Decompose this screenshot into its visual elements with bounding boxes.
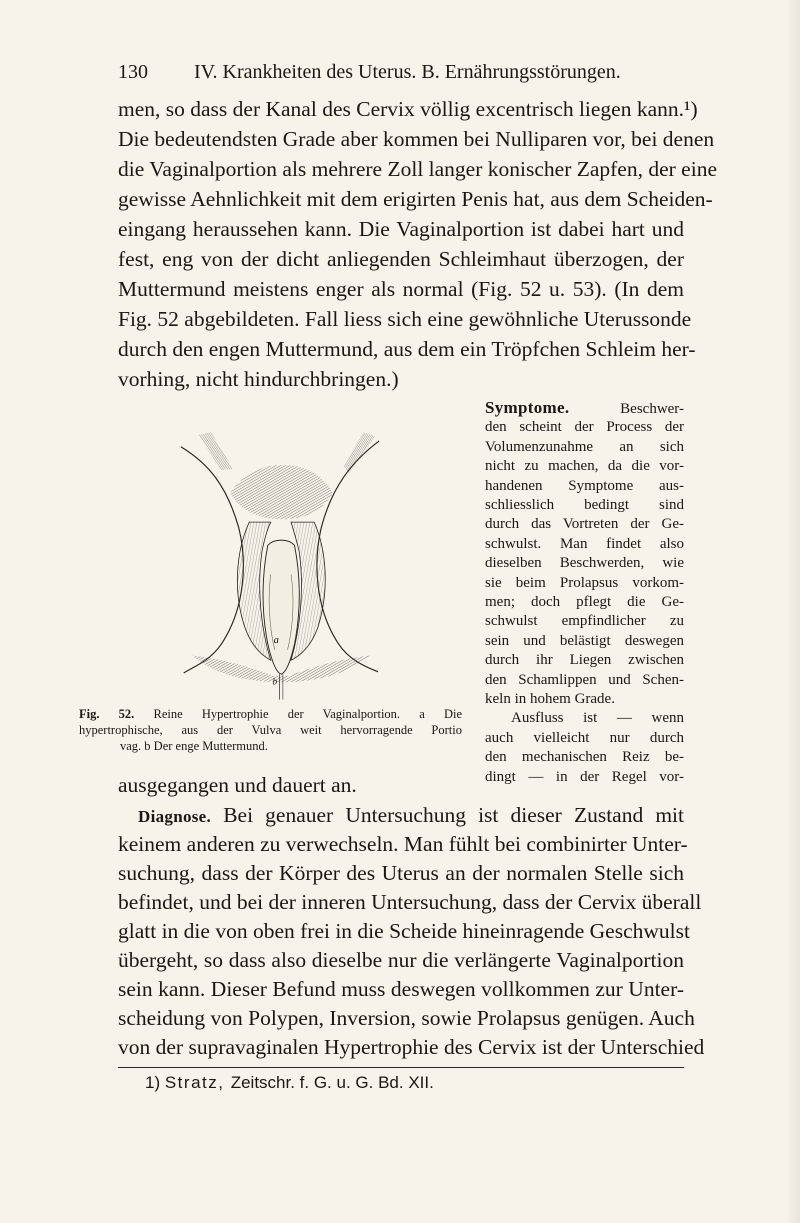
symptoms-line: durch das Vortreten der Ge- <box>485 516 684 533</box>
symptoms-line: Ausfluss ist — wenn <box>511 710 684 727</box>
symptoms-line: auch vielleicht nur durch <box>485 729 684 746</box>
body-line: eingang heraussehen kann. Die Vaginalportion ist dabei hart und <box>118 217 684 241</box>
symptoms-line: handenen Symptome aus- <box>485 477 684 494</box>
symptoms-heading: Symptome. <box>485 398 570 417</box>
body-line: gewisse Aehnlichkeit mit dem erigirten Penis hat, aus dem Scheiden- <box>118 187 713 211</box>
footnote-author: Stratz, <box>164 1073 231 1092</box>
symptoms-line: schwulst empfindlicher zu <box>485 613 684 630</box>
symptoms-line: sein und belästigt deswegen <box>485 632 684 649</box>
figure-caption-line: hypertrophische, aus der Vulva weit hervorragende Portio <box>79 723 462 737</box>
diagnosis-text: Bei genauer Untersuchung ist dieser Zustand mit <box>223 803 685 827</box>
footnote-marker: 1) <box>145 1073 165 1092</box>
symptoms-line: schwulst. Man findet also <box>485 535 684 552</box>
symptoms-line: dieselben Beschwerden, wie <box>485 555 684 572</box>
page-number: 130 <box>118 61 148 83</box>
running-header <box>118 58 678 86</box>
symptoms-line: sie beim Prolapsus vorkom- <box>485 574 684 591</box>
footnote-citation: Zeitschr. f. G. u. G. Bd. XII. <box>230 1073 434 1092</box>
symptoms-line: dingt — in der Regel vor- <box>485 768 684 785</box>
diagnosis-line: scheidung von Polypen, Inversion, sowie Prolapsus genügen. Auch <box>118 1006 695 1030</box>
body-line: vorhing, nicht hindurchbringen.) <box>118 367 399 391</box>
footnote <box>145 1071 434 1095</box>
diagnosis-line: keinem anderen zu verwechseln. Man fühlt bei combinirter Unter- <box>118 832 688 856</box>
symptoms-text: Beschwer- <box>620 401 684 417</box>
page-edge-shadow <box>786 0 800 1223</box>
running-title: IV. Krankheiten des Uterus. B. Ernährungsstörungen. <box>194 61 621 83</box>
diagnosis-line: von der supravaginalen Hypertrophie des Cervix ist der Unterschied <box>118 1035 705 1059</box>
engraving-drawing <box>175 400 385 700</box>
diagnosis-line: suchung, dass der Körper des Uterus an der normalen Stelle sich <box>118 861 684 885</box>
symptoms-line: schliesslich bedingt sind <box>485 497 684 513</box>
figure-caption-line: vag. b Der enge Muttermund. <box>120 739 268 753</box>
figure-number: Fig. 52. <box>79 707 135 721</box>
footnote-rule <box>118 1067 684 1068</box>
figure-caption-text: Reine Hypertrophie der Vaginalportion. a Die <box>153 707 463 721</box>
label-b: b <box>272 677 278 688</box>
body-line: Muttermund meistens enger als normal (Fig. 52 u. 53). (In dem <box>118 277 684 301</box>
diagnosis-line: befindet, und bei der inneren Untersuchung, dass der Cervix überall <box>118 890 702 914</box>
body-line: fest, eng von der dicht anliegenden Schleimhaut überzogen, der <box>118 247 684 271</box>
body-line: die Vaginalportion als mehrere Zoll langer konischer Zapfen, der eine <box>118 157 717 181</box>
diagnosis-line: glatt in die von oben frei in die Scheide hineinragende Geschwulst <box>118 919 690 943</box>
diagnosis-line: sein kann. Dieser Befund muss deswegen vollkommen zur Unter- <box>118 977 684 1001</box>
diagnosis-heading: Diagnose. <box>138 807 212 826</box>
symptoms-line: den scheint der Process der <box>485 419 684 436</box>
label-a: a <box>273 634 279 646</box>
figure-caption-line <box>79 706 462 722</box>
diagnosis-line: übergeht, so dass also dieselbe nur die verlängerte Vaginalportion <box>118 948 684 972</box>
symptoms-line: nicht zu machen, da die vor- <box>485 458 684 475</box>
body-line: durch den engen Muttermund, aus dem ein Tröpfchen Schleim her- <box>118 337 696 361</box>
anatomical-engraving <box>175 400 537 700</box>
body-line: Fig. 52 abgebildeten. Fall liess sich eine gewöhnliche Uterussonde <box>118 307 692 331</box>
symptoms-line: den mechanischen Reiz be- <box>485 749 684 766</box>
symptoms-line: durch ihr Liegen zwischen <box>485 652 684 669</box>
diagnosis-line-first <box>118 800 684 830</box>
symptoms-line: men; doch pflegt die Ge- <box>485 594 684 610</box>
symptoms-line-full: ausgegangen und dauert an. <box>118 773 357 797</box>
body-line: Die bedeutendsten Grade aber kommen bei Nulliparen vor, bei denen <box>118 127 715 151</box>
symptoms-line: keln in hohem Grade. <box>485 691 615 707</box>
body-line: men, so dass der Kanal des Cervix völlig excentrisch liegen kann.¹) <box>118 97 698 121</box>
symptoms-line: Volumenzunahme an sich <box>485 438 684 455</box>
symptoms-line: den Schamlippen und Schen- <box>485 671 684 688</box>
